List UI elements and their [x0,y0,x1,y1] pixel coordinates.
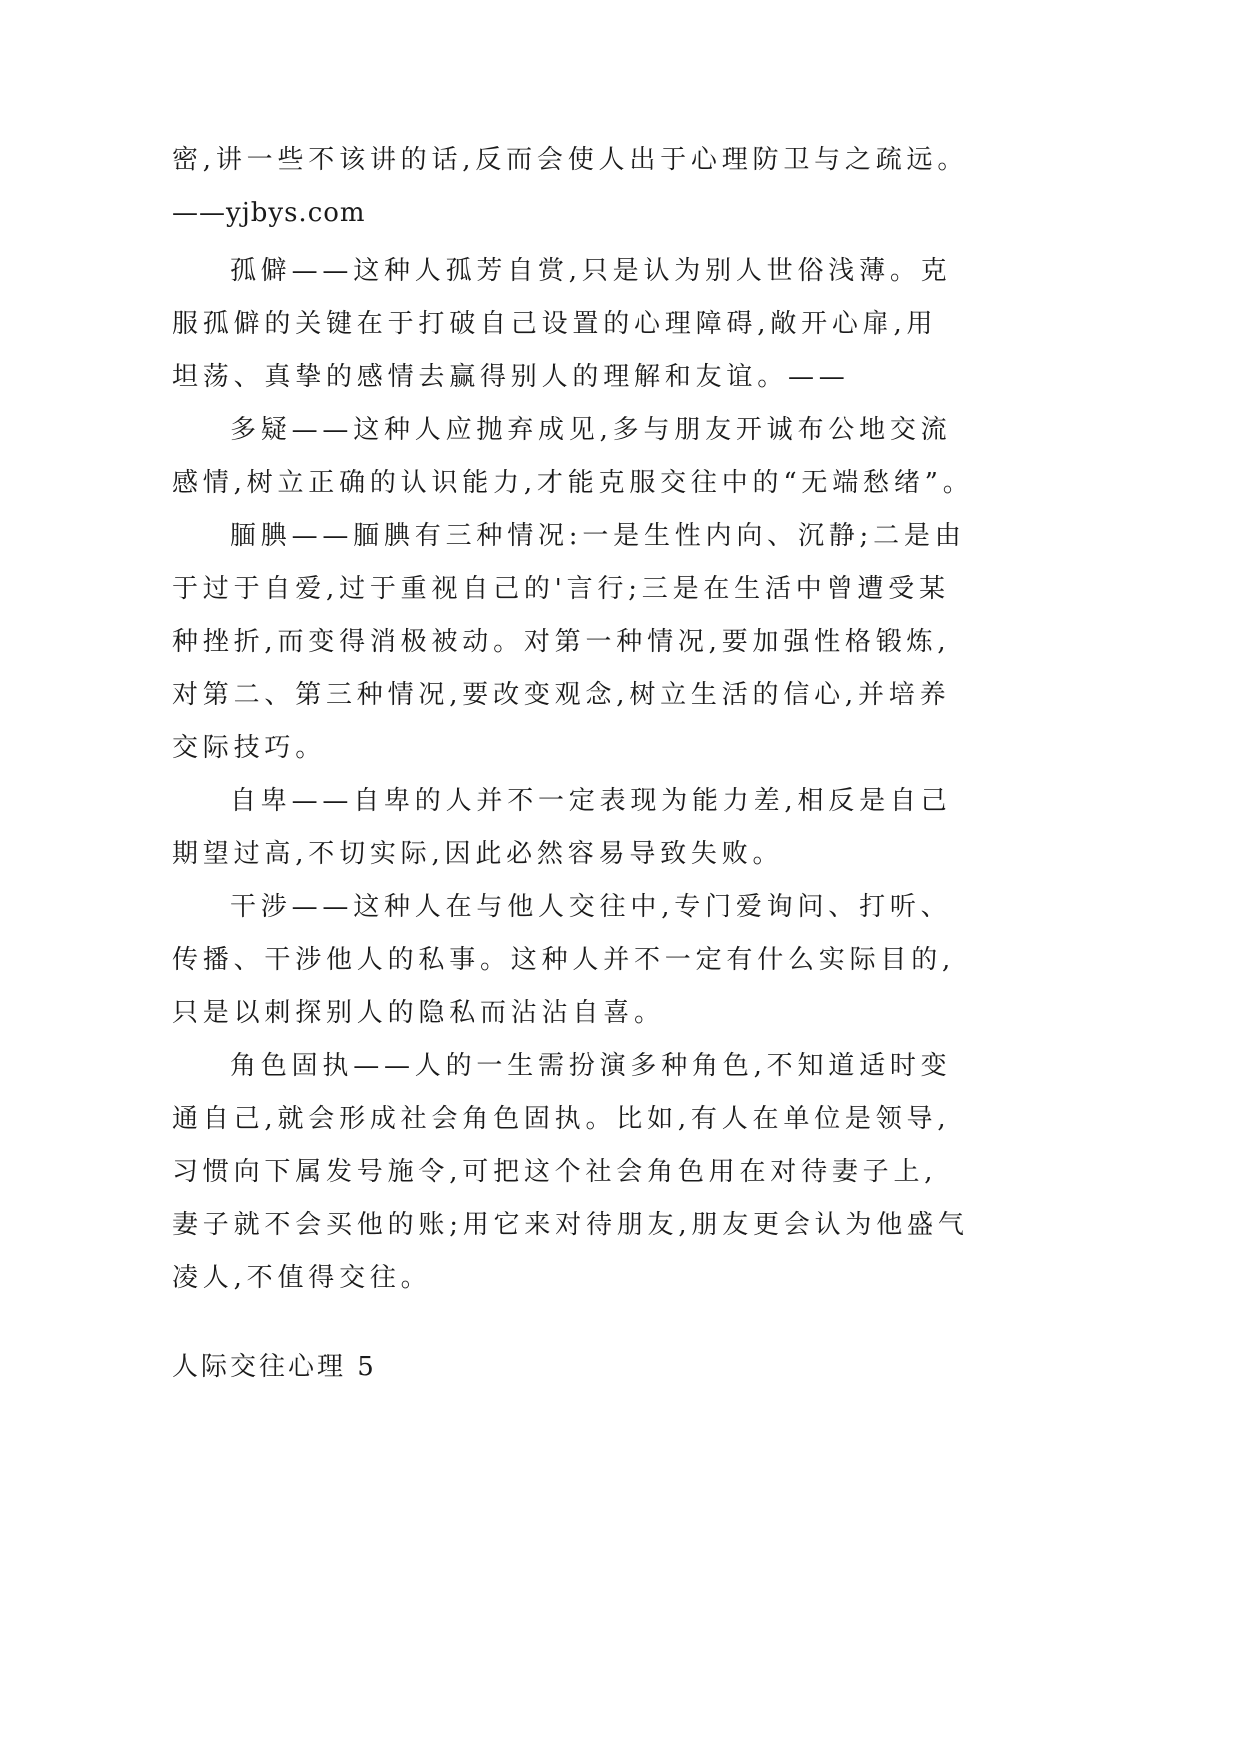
text-line: 通自己,就会形成社会角色固执。比如,有人在单位是领导, [172,1104,951,1134]
text-line: 感情,树立正确的认识能力,才能克服交往中的“无端愁绪”。 [172,468,974,498]
text-line: 多疑——这种人应抛弃成见,多与朋友开诚布公地交流 [230,415,952,445]
text-line: 自卑——自卑的人并不一定表现为能力差,相反是自己 [230,786,952,816]
text-line: 习惯向下属发号施令,可把这个社会角色用在对待妻子上, [172,1157,938,1187]
text-line: 妻子就不会买他的账;用它来对待朋友,朋友更会认为他盛气 [172,1210,969,1240]
text-line: 种挫折,而变得消极被动。对第一种情况,要加强性格锻炼, [172,627,951,657]
text-line: 凌人,不值得交往。 [172,1263,432,1293]
text-line: 角色固执——人的一生需扮演多种角色,不知道适时变 [230,1051,952,1081]
text-line: 对第二、第三种情况,要改变观念,树立生活的信心,并培养 [172,680,951,710]
text-line: 孤僻——这种人孤芳自赏,只是认为别人世俗浅薄。克 [230,256,952,286]
text-line: 期望过高,不切实际,因此必然容易导致失败。 [172,839,784,869]
text-line: 于过于自爱,过于重视自己的'言行;三是在生活中曾遭受某 [172,574,950,604]
text-line: 密,讲一些不该讲的话,反而会使人出于心理防卫与之疏远。 [172,145,969,175]
text-line: 腼腆——腼腆有三种情况:一是生性内向、沉静;二是由 [230,521,966,551]
text-line: 交际技巧。 [172,733,327,763]
text-line: ——yjbys.com [172,198,366,228]
text-line: 只是以刺探别人的隐私而沾沾自喜。 [172,998,665,1028]
text-line: 传播、干涉他人的私事。这种人并不一定有什么实际目的, [172,945,956,975]
text-line: 干涉——这种人在与他人交往中,专门爱询问、打听、 [230,892,952,922]
section-heading: 人际交往心理 5 [172,1352,377,1382]
text-line: 坦荡、真挚的感情去赢得别人的理解和友谊。—— [172,362,850,392]
text-line: 服孤僻的关键在于打破自己设置的心理障碍,敞开心扉,用 [172,309,938,339]
